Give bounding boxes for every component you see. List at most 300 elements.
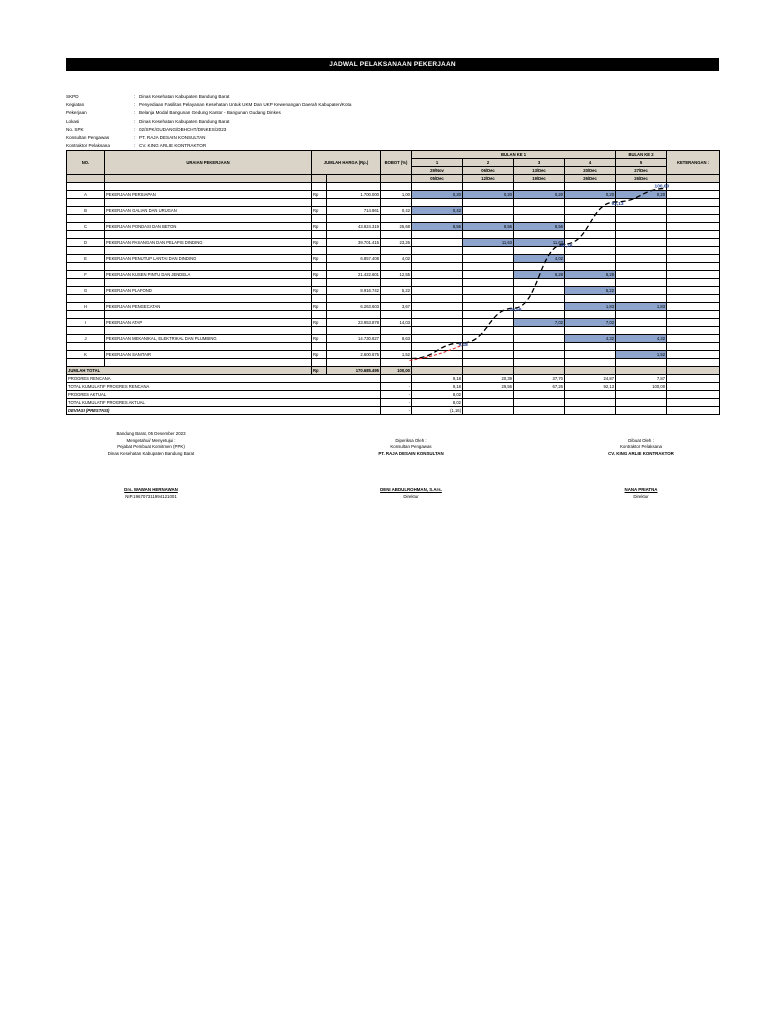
item-keterangan [667, 303, 720, 311]
total-bobot: 100,00 [381, 367, 412, 375]
info-value: Dinas Kesehatan Kabupaten Bandung Barat [139, 94, 230, 99]
week-no: 2 [463, 159, 514, 167]
item-week-5: 4,32 [616, 335, 667, 343]
spacer-cell [412, 263, 463, 271]
summary-week-5: 7,87 [616, 375, 667, 383]
spacer-cell [67, 183, 105, 191]
item-week-1: 0,42 [412, 207, 463, 215]
signature-right [586, 438, 696, 501]
spacer-cell [105, 279, 312, 287]
total-week [616, 367, 667, 375]
spacer-cell [667, 215, 720, 223]
spacer-cell [412, 183, 463, 191]
item-week-3 [514, 303, 565, 311]
item-week-2 [463, 287, 514, 295]
sig-left-name: Drs. WAWAN HERNAWAN [124, 487, 178, 492]
col-bobot-b [381, 175, 412, 183]
item-week-2 [463, 271, 514, 279]
summary-label: TOTAL KUMULATIF PROGRES RENCANA [67, 383, 381, 391]
summary-week-5 [616, 391, 667, 399]
spacer-cell [67, 359, 105, 367]
spacer-cell [105, 215, 312, 223]
summary-week-2: 20,39 [463, 375, 514, 383]
spacer-cell [463, 199, 514, 207]
item-bobot: 23,26 [381, 239, 412, 247]
spacer-cell [412, 343, 463, 351]
info-label: No. SPK [66, 126, 84, 132]
summary-mark: - [381, 399, 412, 407]
item-bobot: 8,63 [381, 335, 412, 343]
item-bobot: 12,55 [381, 271, 412, 279]
item-no: F [67, 271, 105, 279]
spacer-cell [312, 215, 327, 223]
total-ket [667, 367, 720, 375]
col-bobot: BOBOT (%) [381, 151, 412, 175]
spacer-cell [381, 359, 412, 367]
item-name: PEKERJAAN ATAP [105, 319, 312, 327]
spacer-cell [514, 231, 565, 239]
item-harga: 39.701.415 [327, 239, 381, 247]
sig-left-line1: Mengetahui/ Menyetujui : [126, 437, 176, 443]
item-week-1 [412, 319, 463, 327]
summary-week-3 [514, 399, 565, 407]
spacer-cell [514, 343, 565, 351]
item-harga: 23.953.878 [327, 319, 381, 327]
sig-mid-line1: Diperiksa Oleh : [395, 437, 427, 443]
sig-right-id: Direktur [633, 493, 649, 499]
item-harga: 21.422.601 [327, 271, 381, 279]
item-week-4: 0,20 [565, 191, 616, 199]
week-from: 06/Dec [463, 167, 514, 175]
summary-week-1: 8,02 [412, 391, 463, 399]
item-week-2 [463, 207, 514, 215]
spacer-row [67, 343, 720, 351]
item-no: G [67, 287, 105, 295]
summary-week-5: 100,00 [616, 383, 667, 391]
summary-week-1: (1,16) [412, 407, 463, 415]
spacer-cell [381, 231, 412, 239]
col-uraian-b [105, 175, 312, 183]
spacer-cell [514, 263, 565, 271]
item-week-3 [514, 335, 565, 343]
item-week-3 [514, 207, 565, 215]
spacer-cell [667, 279, 720, 287]
spacer-cell [616, 295, 667, 303]
item-week-3: 4,02 [514, 255, 565, 263]
total-week [565, 367, 616, 375]
week-no: 1 [412, 159, 463, 167]
spacer-cell [105, 311, 312, 319]
spacer-row [67, 247, 720, 255]
spacer-cell [327, 295, 381, 303]
sig-left-line2: Pejabat Pembuat Komitmen (PPK) [117, 444, 185, 449]
total-week [463, 367, 514, 375]
info-value: 02/SPK/GUDANG/DBHCHT/DINKES/2023 [139, 126, 227, 132]
week-no: 5 [616, 159, 667, 167]
spacer-cell [327, 231, 381, 239]
table-row [67, 287, 720, 295]
item-name: PEKERJAAN PONDASI DAN BETON [105, 223, 312, 231]
item-keterangan [667, 191, 720, 199]
info-colon: : [134, 102, 136, 108]
spacer-cell [105, 359, 312, 367]
spacer-cell [381, 327, 412, 335]
spacer-cell [565, 343, 616, 351]
info-row [66, 109, 281, 117]
signature-mid [346, 438, 476, 501]
item-week-5: 0,20 [616, 191, 667, 199]
curve-label: 92,13 [611, 201, 624, 207]
summary-week-4 [565, 391, 616, 399]
signature-left [96, 431, 206, 500]
col-uraian: URAIAN PEKERJAAN [105, 151, 312, 175]
spacer-cell [514, 247, 565, 255]
item-name: PEKERJAAN SANITAIR [105, 351, 312, 359]
sig-mid-line3: PT. RAJA DESAIN KONSULTAN [378, 450, 444, 456]
page-title: JADWAL PELAKSANAAN PEKERJAAN [66, 58, 719, 71]
item-week-5: 1,52 [616, 351, 667, 359]
summary-week-2 [463, 391, 514, 399]
item-week-5 [616, 319, 667, 327]
spacer-cell [616, 359, 667, 367]
item-rp: Rp [312, 271, 327, 279]
info-value: CV. KING ARLIE KONTRAKTOR [139, 143, 207, 149]
table-row [67, 207, 720, 215]
item-name: PEKERJAAN PASANGAN DAN PELAPIS DINDING [105, 239, 312, 247]
summary-ket [667, 407, 720, 415]
spacer-cell [312, 183, 327, 191]
item-no: E [67, 255, 105, 263]
summary-row [67, 399, 720, 407]
spacer-cell [514, 183, 565, 191]
item-week-2 [463, 351, 514, 359]
spacer-cell [327, 247, 381, 255]
spacer-cell [312, 327, 327, 335]
week-to: 26/Dec [616, 175, 667, 183]
col-bulan2: BULAN KE 2 [616, 151, 667, 159]
spacer-row [67, 215, 720, 223]
item-week-3: 8,56 [514, 223, 565, 231]
col-harga: JUMLAH HARGA (Rp.) [312, 151, 381, 175]
info-row [66, 118, 229, 126]
item-keterangan [667, 223, 720, 231]
item-week-3: 0,20 [514, 191, 565, 199]
week-to: 26/Dec [565, 175, 616, 183]
info-row [66, 93, 229, 101]
spacer-cell [463, 183, 514, 191]
item-bobot: 14,03 [381, 319, 412, 327]
spacer-cell [565, 183, 616, 191]
item-week-4 [565, 239, 616, 247]
item-week-1 [412, 287, 463, 295]
info-colon: : [134, 126, 136, 132]
schedule-sheet [66, 58, 719, 499]
item-week-3 [514, 351, 565, 359]
item-week-3: 6,28 [514, 271, 565, 279]
spacer-cell [616, 263, 667, 271]
spacer-cell [565, 295, 616, 303]
item-keterangan [667, 271, 720, 279]
item-bobot: 1,52 [381, 351, 412, 359]
item-week-3 [514, 287, 565, 295]
spacer-cell [463, 279, 514, 287]
item-no: A [67, 191, 105, 199]
item-rp: Rp [312, 239, 327, 247]
item-rp: Rp [312, 287, 327, 295]
week-from: 13/Dec [514, 167, 565, 175]
week-from: 27/Dec [616, 167, 667, 175]
summary-week-2: 29,56 [463, 383, 514, 391]
spacer-cell [412, 231, 463, 239]
info-colon: : [134, 110, 136, 116]
spacer-cell [327, 327, 381, 335]
spacer-cell [565, 215, 616, 223]
spacer-cell [514, 279, 565, 287]
spacer-cell [667, 199, 720, 207]
item-harga: 14.730.827 [327, 335, 381, 343]
spacer-cell [412, 199, 463, 207]
spacer-row [67, 199, 720, 207]
item-rp: Rp [312, 207, 327, 215]
item-keterangan [667, 351, 720, 359]
summary-mark: - [381, 383, 412, 391]
item-bobot: 25,68 [381, 223, 412, 231]
spacer-cell [616, 199, 667, 207]
item-week-1 [412, 303, 463, 311]
summary-week-4 [565, 407, 616, 415]
summary-week-1: 9,18 [412, 375, 463, 383]
spacer-cell [463, 359, 514, 367]
item-no: J [67, 335, 105, 343]
sig-right-line2: Kontraktor Pelaksana [620, 444, 662, 449]
spacer-cell [312, 295, 327, 303]
spacer-row [67, 279, 720, 287]
spacer-cell [565, 263, 616, 271]
summary-ket [667, 383, 720, 391]
col-no-b [67, 175, 105, 183]
spacer-cell [105, 343, 312, 351]
item-bobot: 1,00 [381, 191, 412, 199]
summary-label: PROGRES AKTUAL [67, 391, 381, 399]
info-colon: : [134, 94, 136, 99]
spacer-cell [327, 279, 381, 287]
spacer-cell [67, 327, 105, 335]
spacer-cell [565, 199, 616, 207]
spacer-row [67, 263, 720, 271]
info-colon: : [134, 118, 136, 124]
info-row [66, 134, 205, 142]
info-colon: : [134, 135, 136, 140]
col-harga-b [327, 175, 381, 183]
item-week-4 [565, 207, 616, 215]
item-harga: 8.916.742 [327, 287, 381, 295]
item-rp: Rp [312, 191, 327, 199]
spacer-cell [312, 311, 327, 319]
info-label: SKPD [66, 94, 79, 99]
item-week-4: 7,02 [565, 319, 616, 327]
info-row [66, 101, 351, 109]
item-no: D [67, 239, 105, 247]
spacer-cell [327, 359, 381, 367]
summary-row [67, 391, 720, 399]
item-no: B [67, 207, 105, 215]
spacer-cell [667, 247, 720, 255]
spacer-cell [381, 279, 412, 287]
spacer-row [67, 311, 720, 319]
week-to: 19/Dec [514, 175, 565, 183]
spacer-cell [312, 359, 327, 367]
info-colon: : [134, 143, 136, 149]
spacer-cell [667, 359, 720, 367]
spacer-cell [312, 247, 327, 255]
project-info [66, 71, 719, 149]
item-keterangan [667, 239, 720, 247]
week-no: 3 [514, 159, 565, 167]
spacer-cell [381, 295, 412, 303]
item-week-4 [565, 255, 616, 263]
item-keterangan [667, 255, 720, 263]
summary-week-4: 92,13 [565, 383, 616, 391]
item-bobot: 4,02 [381, 255, 412, 263]
item-week-1: 8,56 [412, 223, 463, 231]
item-rp: Rp [312, 255, 327, 263]
spacer-cell [667, 183, 720, 191]
sig-right-line1: Dibuat Oleh : [628, 437, 654, 443]
spacer-cell [463, 295, 514, 303]
spacer-cell [105, 199, 312, 207]
spacer-cell [616, 183, 667, 191]
item-week-4: 5,22 [565, 287, 616, 295]
item-bobot: 0,42 [381, 207, 412, 215]
spacer-cell [105, 231, 312, 239]
info-row [66, 142, 206, 150]
spacer-cell [616, 215, 667, 223]
table-row [67, 303, 720, 311]
spacer-cell [616, 279, 667, 287]
info-label: Lokasi [66, 118, 80, 124]
col-rp-b [312, 175, 327, 183]
spacer-cell [514, 311, 565, 319]
week-no: 4 [565, 159, 616, 167]
summary-week-5 [616, 399, 667, 407]
summary-mark: - [381, 391, 412, 399]
item-keterangan [667, 335, 720, 343]
spacer-cell [105, 295, 312, 303]
item-week-4: 1,83 [565, 303, 616, 311]
summary-label: PROGRES RENCANA [67, 375, 381, 383]
spacer-cell [381, 215, 412, 223]
table-row [67, 239, 720, 247]
summary-week-1: 8,02 [412, 399, 463, 407]
item-week-4 [565, 223, 616, 231]
info-value: Belanja Modal Bangunan Gedung Kantor - Bangunan Gudang Dinkes [139, 110, 281, 116]
table-row [67, 223, 720, 231]
week-to: 12/Dec [463, 175, 514, 183]
summary-week-3 [514, 391, 565, 399]
table-row [67, 255, 720, 263]
spacer-cell [381, 183, 412, 191]
table-row [67, 351, 720, 359]
summary-week-3 [514, 407, 565, 415]
spacer-cell [616, 343, 667, 351]
spacer-cell [463, 263, 514, 271]
item-no: K [67, 351, 105, 359]
spacer-row [67, 295, 720, 303]
spacer-cell [412, 215, 463, 223]
spacer-cell [412, 279, 463, 287]
item-no: I [67, 319, 105, 327]
info-value: PT. RAJA DESAIN KONSULTAN [139, 135, 206, 140]
spacer-cell [312, 199, 327, 207]
spacer-cell [327, 343, 381, 351]
spacer-cell [67, 295, 105, 303]
spacer-cell [312, 263, 327, 271]
col-no: NO. [67, 151, 105, 175]
item-week-5: 1,83 [616, 303, 667, 311]
spacer-cell [565, 279, 616, 287]
sig-right-name: NANA PRIATNA [624, 487, 658, 492]
item-week-1 [412, 271, 463, 279]
spacer-cell [67, 311, 105, 319]
spacer-cell [514, 359, 565, 367]
summary-ket [667, 375, 720, 383]
item-week-5 [616, 223, 667, 231]
item-harga: 1.700.000 [327, 191, 381, 199]
spacer-cell [312, 279, 327, 287]
item-name: PEKERJAAN PENUTUP LANTAI DAN DINDING [105, 255, 312, 263]
spacer-cell [67, 279, 105, 287]
spacer-cell [105, 263, 312, 271]
curve-label: 9,18 [458, 342, 468, 348]
spacer-row [67, 359, 720, 367]
item-week-2: 0,20 [463, 191, 514, 199]
spacer-cell [565, 327, 616, 335]
summary-row [67, 375, 720, 383]
spacer-cell [327, 215, 381, 223]
total-row [67, 367, 720, 375]
total-label: JUMLAH TOTAL [67, 367, 312, 375]
week-from: 29/Nov [412, 167, 463, 175]
item-week-1 [412, 335, 463, 343]
spacer-cell [565, 311, 616, 319]
item-week-2 [463, 255, 514, 263]
item-name: PEKERJAAN PLAFOND [105, 287, 312, 295]
item-harga: 6.857.408 [327, 255, 381, 263]
info-label: Kontraktor Pelaksana [66, 143, 110, 149]
item-bobot: 3,67 [381, 303, 412, 311]
total-harga: 170.685.495 [327, 367, 381, 375]
item-week-1 [412, 351, 463, 359]
item-week-5 [616, 287, 667, 295]
spacer-cell [667, 327, 720, 335]
item-week-5 [616, 271, 667, 279]
summary-label: TOTAL KUMULATIF PROGRES AKTUAL [67, 399, 381, 407]
table-row [67, 335, 720, 343]
spacer-cell [463, 311, 514, 319]
summary-mark [381, 375, 412, 383]
summary-week-3: 37,70 [514, 375, 565, 383]
item-rp: Rp [312, 303, 327, 311]
item-week-2 [463, 319, 514, 327]
spacer-cell [514, 199, 565, 207]
spacer-cell [514, 295, 565, 303]
spacer-cell [514, 327, 565, 335]
spacer-cell [105, 183, 312, 191]
spacer-cell [667, 263, 720, 271]
spacer-cell [67, 247, 105, 255]
spacer-cell [67, 231, 105, 239]
col-ket-b [667, 175, 720, 183]
